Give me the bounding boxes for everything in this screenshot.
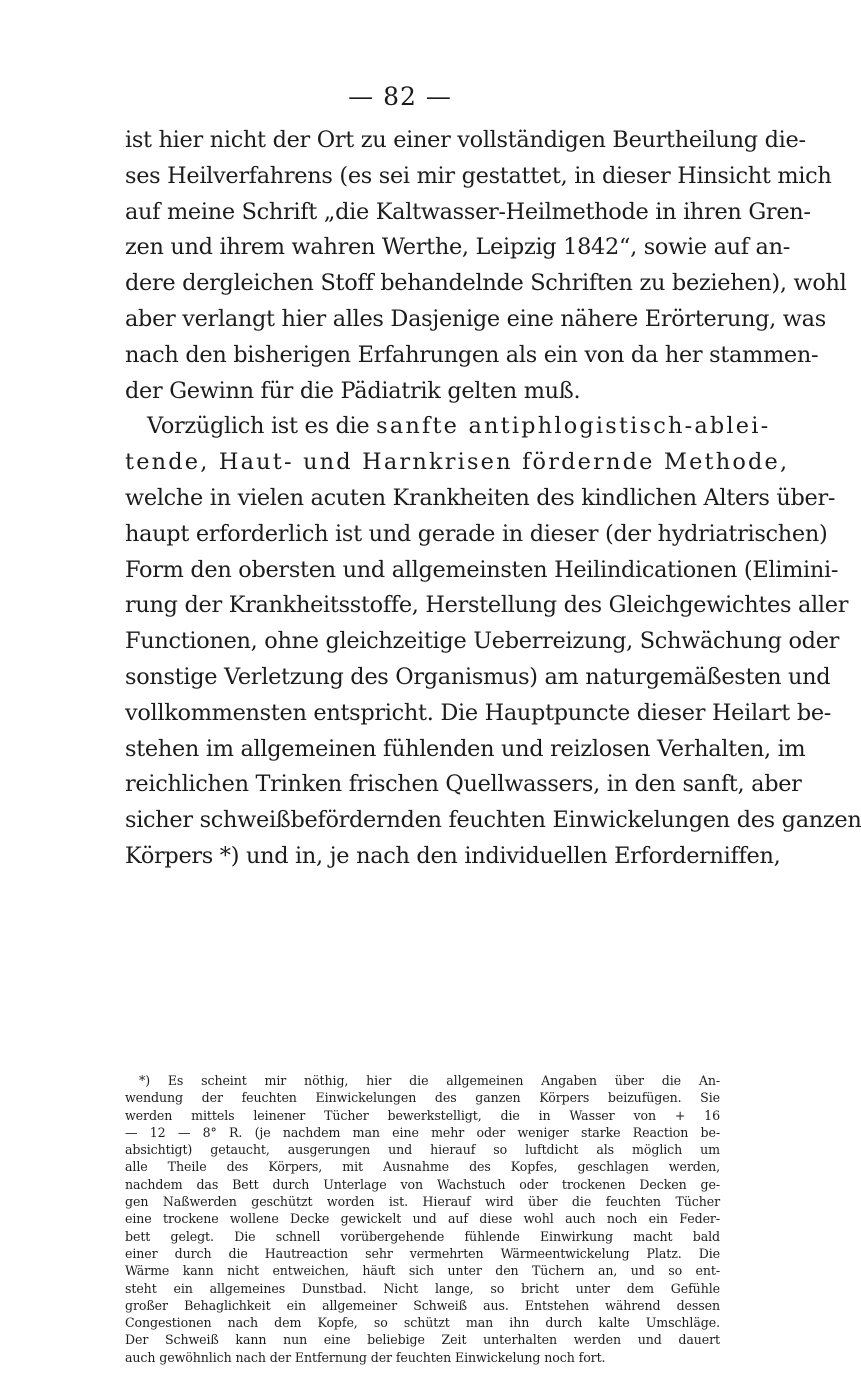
footnote-line: Der Schweiß kann nun eine beliebige Zeit unterhalten werden und dauert (125, 1332, 720, 1348)
footnote-line: werden mittels leinener Tücher bewerkstelligt, die in Wasser von + 16 (125, 1107, 720, 1123)
footnote-line: nachdem das Bett durch Unterlage von Wachstuch oder trockenen Decken ge- (125, 1176, 720, 1192)
text-line: Form den obersten und allgemeinsten Heilindicationen (Elimini- (125, 556, 839, 583)
text-line: nach den bisherigen Erfahrungen als ein von da her stammen- (125, 341, 819, 368)
emphasis-line: tende, Haut- und Harnkrisen fördernde Methode, (125, 449, 790, 476)
footnote (125, 1072, 720, 1366)
footnote-line: Wärme kann nicht entweichen, häuft sich unter den Tüchern an, und so ent- (125, 1263, 720, 1279)
text-line: ses Heilverfahrens (es sei mir gestattet, in dieser Hinsicht mich (125, 162, 832, 189)
text-line: rung der Krankheitsstoffe, Herstellung des Gleichgewichtes aller (125, 592, 849, 619)
footnote-line: Congestionen nach dem Kopfe, so schützt man ihn durch kalte Umschläge. (125, 1315, 720, 1331)
text-line: ist hier nicht der Ort zu einer vollständigen Beurtheilung die- (125, 127, 806, 153)
text-line: zen und ihrem wahren Werthe, Leipzig 1842“, sowie auf an- (125, 234, 790, 261)
footnote-line: steht ein allgemeines Dunstbad. Nicht lange, so bricht unter dem Gefühle (125, 1280, 720, 1296)
footnote-line: eine trockene wollene Decke gewickelt und auf diese wohl auch noch ein Feder- (125, 1211, 720, 1227)
text-line: sicher schweißbefördernden feuchten Einwickelungen des ganzen (125, 807, 861, 834)
text-line: aber verlangt hier alles Dasjenige eine nähere Erörterung, was (125, 305, 826, 332)
text-fragment: Vorzüglich ist es die (147, 413, 377, 440)
footnote-line: *) Es scheint mir nöthig, hier die allgemeinen Angaben über die An- (139, 1073, 720, 1088)
text-line: stehen im allgemeinen fühlenden und reizlosen Verhalten, im (125, 735, 806, 762)
footnote-line: gen Naßwerden geschützt worden ist. Hierauf wird über die feuchten Tücher (125, 1194, 720, 1210)
main-text (125, 123, 861, 875)
footnote-line: wendung der feuchten Einwickelungen des ganzen Körpers beizufügen. Sie (125, 1090, 720, 1106)
text-line: der Gewinn für die Pädiatrik gelten muß. (125, 377, 581, 404)
footnote-line: alle Theile des Körpers, mit Ausnahme des Kopfes, geschlagen werden, (125, 1159, 720, 1175)
text-line: reichlichen Trinken frischen Quellwassers, in den sanft, aber (125, 771, 802, 798)
text-line: vollkommensten entspricht. Die Hauptpuncte dieser Heilart be- (125, 699, 832, 726)
page-number: — 82 — (348, 82, 452, 111)
footnote-line: — 12 — 8° R. (je nachdem man eine mehr oder weniger starke Reaction be- (125, 1124, 720, 1140)
footnote-line: einer durch die Hautreaction sehr vermehrten Wärmeentwickelung Platz. Die (125, 1245, 720, 1261)
text-line: Körpers *) und in, je nach den individuellen Erforderniffen, (125, 842, 781, 869)
text-line: welche in vielen acuten Krankheiten des kindlichen Alters über- (125, 484, 836, 511)
text-line: auf meine Schrift „die Kaltwasser-Heilmethode in ihren Gren- (125, 198, 811, 225)
footnote-line: absichtigt) getaucht, ausgerungen und hierauf so luftdicht als möglich um (125, 1142, 720, 1158)
footnote-line: großer Behaglichkeit ein allgemeiner Schweiß aus. Entstehen während dessen (125, 1297, 720, 1313)
text-line: dere dergleichen Stoff behandelnde Schriften zu beziehen), wohl (125, 270, 847, 297)
emphasis-text: sanfte antiphlogistisch-ablei- (376, 413, 771, 440)
footnote-line: auch gewöhnlich nach der Entfernung der feuchten Einwickelung noch fort. (125, 1349, 606, 1365)
text-line (125, 409, 771, 445)
text-line: Functionen, ohne gleichzeitige Ueberreizung, Schwächung oder (125, 628, 840, 655)
footnote-line: bett gelegt. Die schnell vorübergehende fühlende Einwirkung macht bald (125, 1228, 720, 1244)
text-line: haupt erforderlich ist und gerade in dieser (der hydriatrischen) (125, 520, 828, 547)
text-line: sonstige Verletzung des Organismus) am naturgemäßesten und (125, 663, 831, 690)
